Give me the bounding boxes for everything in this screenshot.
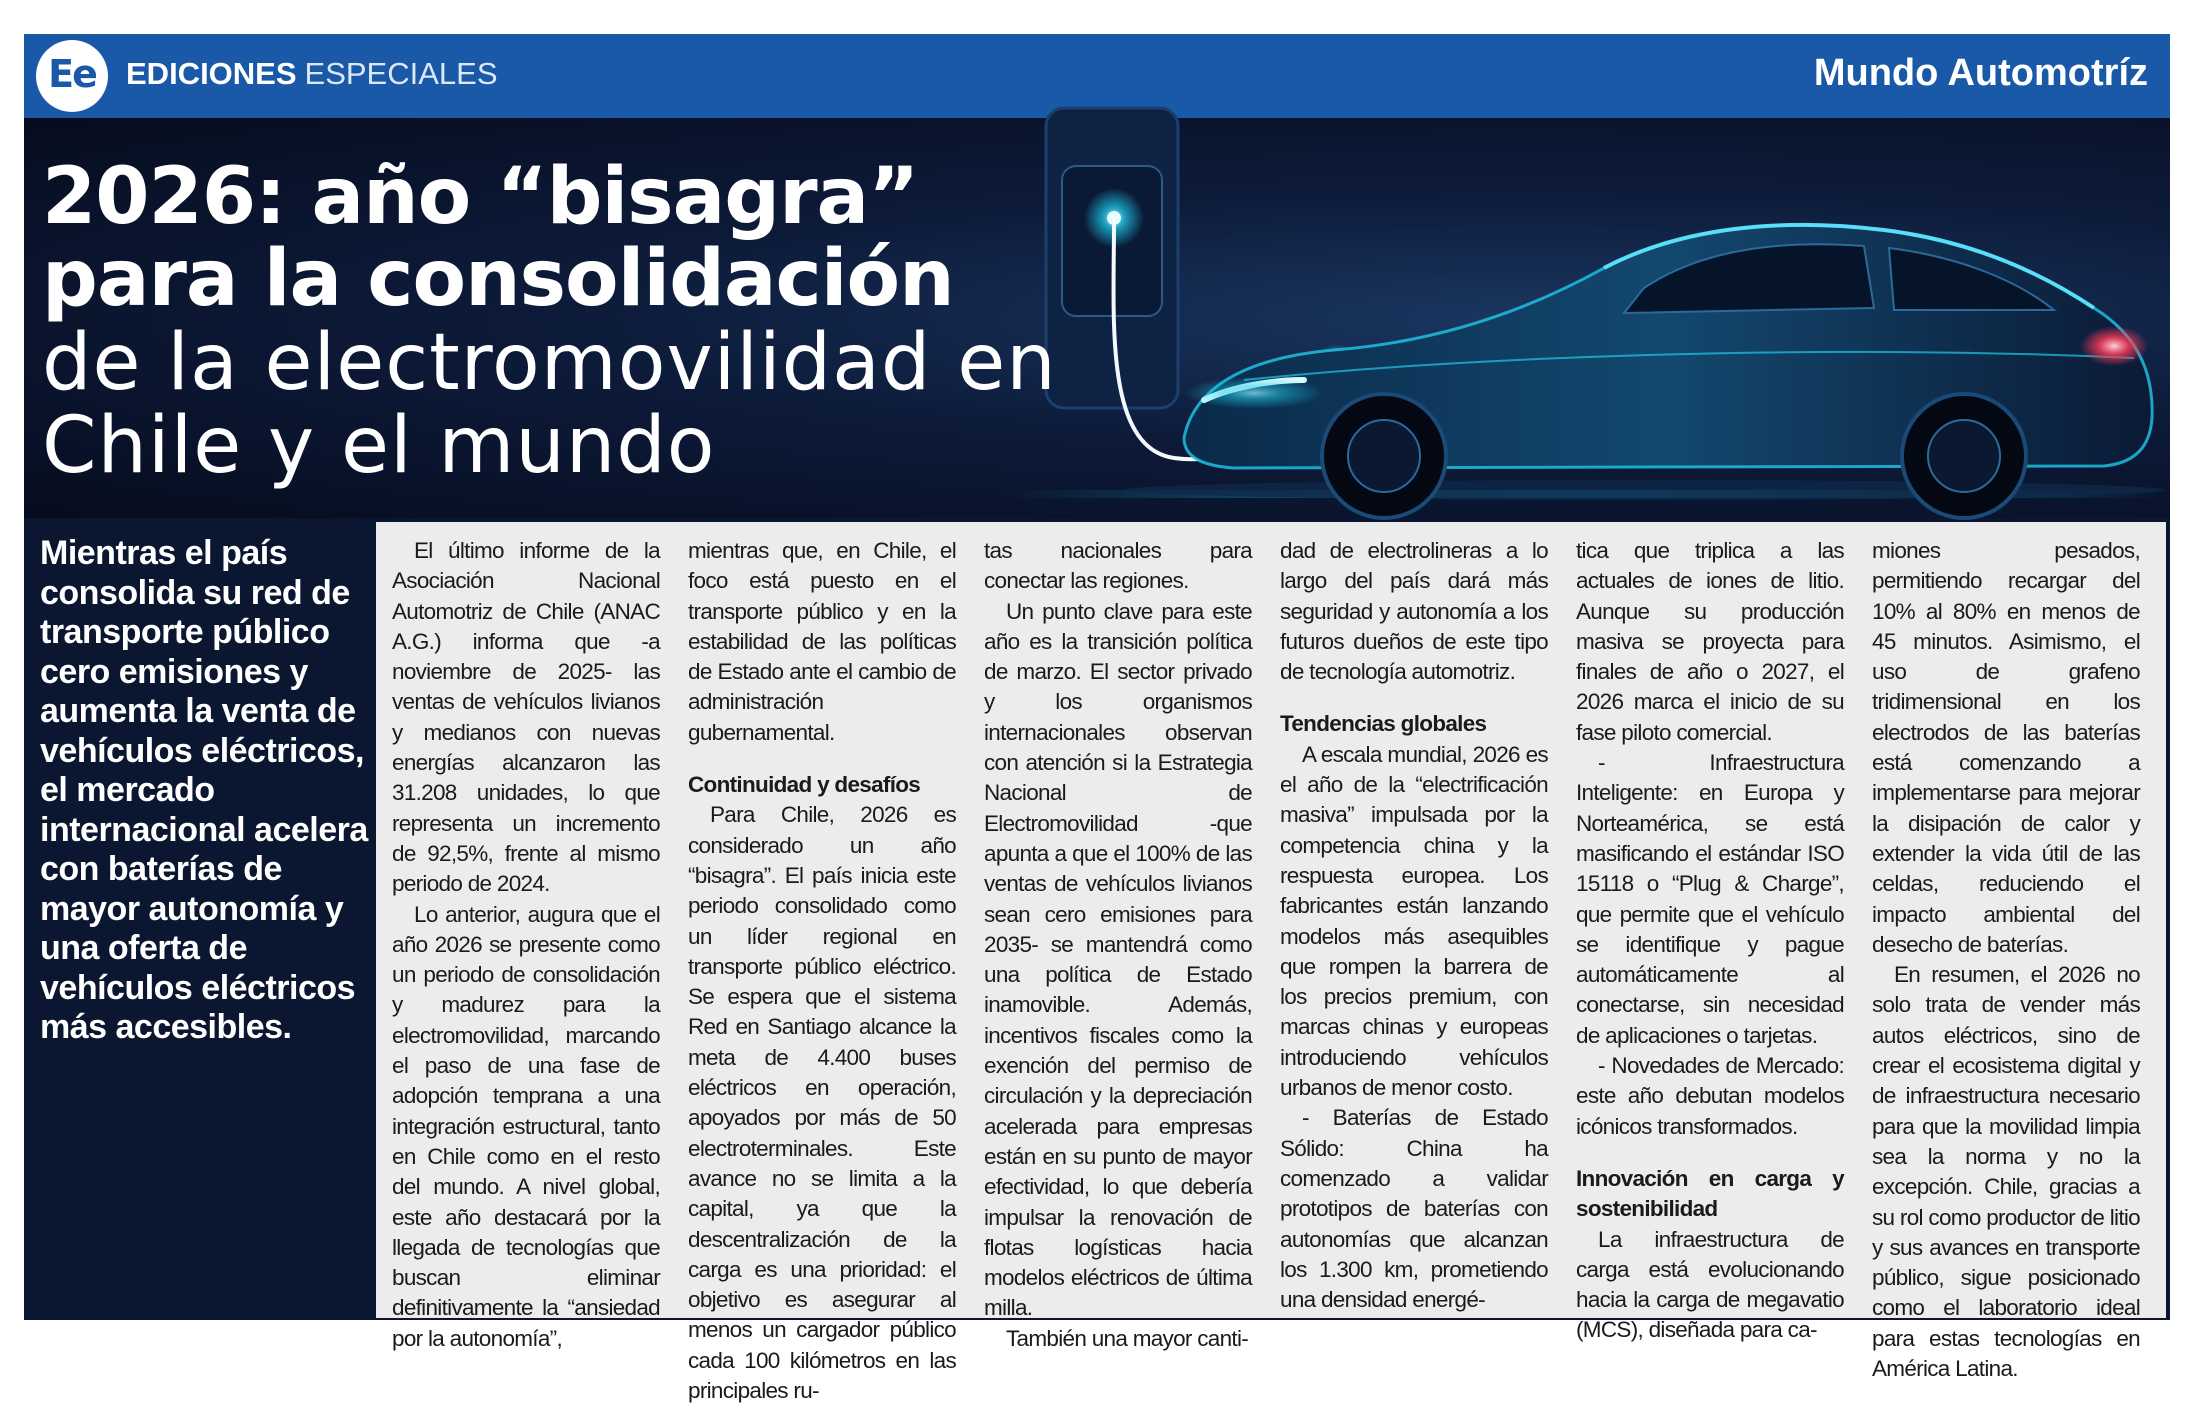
article-body [376, 522, 2166, 1404]
section-label-bold: EDICIONES [126, 56, 297, 91]
electric-car-illustration [1004, 118, 2170, 518]
paragraph: dad de electrolineras a lo largo del país dará más seguridad y autonomía a los futuros dueños de este tipo de tecnología automotriz. [1280, 538, 1548, 685]
headline-line-3: de la electromovilidad en [42, 318, 1057, 408]
headline-line-2: para la consolidación [42, 234, 954, 324]
publication-logo [36, 40, 108, 112]
article-column-3 [984, 536, 1252, 1354]
headline-line-1: 2026: año “bisagra” [42, 152, 919, 242]
article-column-5 [1576, 536, 1844, 1346]
rear-wheel [1902, 394, 2026, 518]
article-column-2 [688, 536, 956, 1406]
topic-label: Mundo Automotríz [1813, 52, 2148, 94]
paragraph: - Novedades de Mercado: este año debutan modelos icónicos transformados. [1576, 1053, 1844, 1139]
logo-text: Ee [48, 52, 96, 96]
paragraph: A escala mundial, 2026 es el año de la “electrificación masiva” impulsada por la competencia china y la respuesta europea. Los fabricantes están lanzando modelos más asequibles que rompen la barrera de los precios premium, con marcas chinas y europeas introduciendo vehículos urbanos de menor costo. [1280, 741, 1548, 1101]
paragraph: Para Chile, 2026 es considerado un año “bisagra”. El país inicia este periodo consolidado como un líder regional en transporte público eléctrico. Se espera que el sistema Red en Santiago alcance la meta de 4.400 buses eléctricos en operación, apoyados por más de 50 electroterminales. Este avance no se limita a la capital, ya que la descentralización de la carga es una prioridad: el objetivo es asegurar al menos un cargador público cada 100 kilómetros en las principales ru- [688, 802, 956, 1404]
section-label-light: ESPECIALES [304, 56, 498, 91]
subheading: Tendencias globales [1280, 711, 1487, 737]
subheading: Innovación en carga y sostenibilidad [1576, 1165, 1844, 1222]
subheading: Continuidad y desafíos [688, 772, 921, 798]
paragraph: miones pesados, permitiendo recargar del 10% al 80% en menos de 45 minutos. Asimismo, el uso de grafeno tridimensional en los electrodos de las baterías está comenzando a implementarse para mejorar la disipación de calor y extender la vida útil de las celdas, reduciendo el impacto ambiental del desecho de baterías. [1872, 538, 2140, 957]
lead-paragraph: Mientras el país consolida su red de transporte público cero emisiones y aumenta la venta de vehículos eléctricos, el mercado internacional acelera con baterías de mayor autonomía y una oferta de vehículos eléctricos más accesibles. [40, 534, 368, 1046]
paragraph: - Baterías de Estado Sólido: China ha comenzado a validar prototipos de baterías con autonomías que alcanzan los 1.300 km, prometiendo una densidad energé- [1280, 1105, 1548, 1313]
paragraph: En resumen, el 2026 no solo trata de vender más autos eléctricos, sino de crear el ecosistema digital y de infraestructura necesario para que la movilidad limpia sea la norma y no la excepción. Chile, gracias a su rol como productor de litio y sus avances en transporte público, sigue posicionado como el laboratorio ideal para estas tecnologías en América Latina. [1872, 962, 2140, 1382]
paragraph: tas nacionales para conectar las regiones. [984, 538, 1252, 594]
paragraph: La infraestructura de carga está evolucionando hacia la carga de megavatio (MCS), diseñada para ca- [1576, 1226, 1844, 1343]
paragraph: tica que triplica a las actuales de iones de litio. Aunque su producción masiva se proyecta para finales de año o 2027, el 2026 marca el inicio de su fase piloto comercial. [1576, 538, 1844, 745]
paragraph: - Infraestructura Inteligente: en Europa y Norteamérica, se está masificando el estándar ISO 15118 o “Plug & Charge”, que permite que el vehículo se identifique y pague automáticamente al conectarse, sin necesidad de aplicaciones o tarjetas. [1576, 750, 1844, 1048]
headline-line-4: Chile y el mundo [42, 401, 716, 491]
paragraph: También una mayor canti- [1006, 1325, 1249, 1351]
paragraph: Un punto clave para este año es la transición política de marzo. El sector privado y los organismos internacionales observan con atención si la Estrategia Nacional de Electromovilidad -que apunta a que el 100% de las ventas de vehículos livianos sean cero emisiones para 2035- se mantendrá como una política de Estado inamovible. Además, incentivos fiscales como la exención del permiso de circulación y la depreciación acelerada para empresas están en su punto de mayor efectividad, lo que debería impulsar la renovación de flotas logísticas hacia modelos eléctricos de última milla. [984, 598, 1252, 1321]
paragraph: Lo anterior, augura que el año 2026 se presente como un periodo de consolidación y madurez para la electromovilidad, marcando el paso de una fase de adopción temprana a una integración estructural, tanto en Chile como en el resto del mundo. A nivel global, este año destacará por la llegada de tecnologías que buscan eliminar definitivamente la “ansiedad por la autonomía”, [392, 901, 660, 1351]
header-bar [24, 34, 2170, 118]
paragraph: mientras que, en Chile, el foco está puesto en el transporte público y en la estabilidad de las políticas de Estado ante el cambio de administración gubernamental. [688, 538, 956, 745]
article-column-1 [392, 536, 660, 1354]
section-label [126, 56, 498, 92]
front-wheel [1322, 394, 1446, 518]
newspaper-page [24, 34, 2170, 1404]
hero-banner [24, 118, 2170, 518]
article-column-4 [1280, 536, 1548, 1315]
paragraph: El último informe de la Asociación Nacional Automotriz de Chile (ANAC A.G.) informa que -a noviembre de 2025- las ventas de vehículos livianos y medianos con nuevas energías alcanzaron las 31.208 unidades, lo que representa un incremento de 92,5%, frente al mismo periodo de 2024. [392, 538, 660, 897]
article-column-6 [1872, 536, 2140, 1384]
